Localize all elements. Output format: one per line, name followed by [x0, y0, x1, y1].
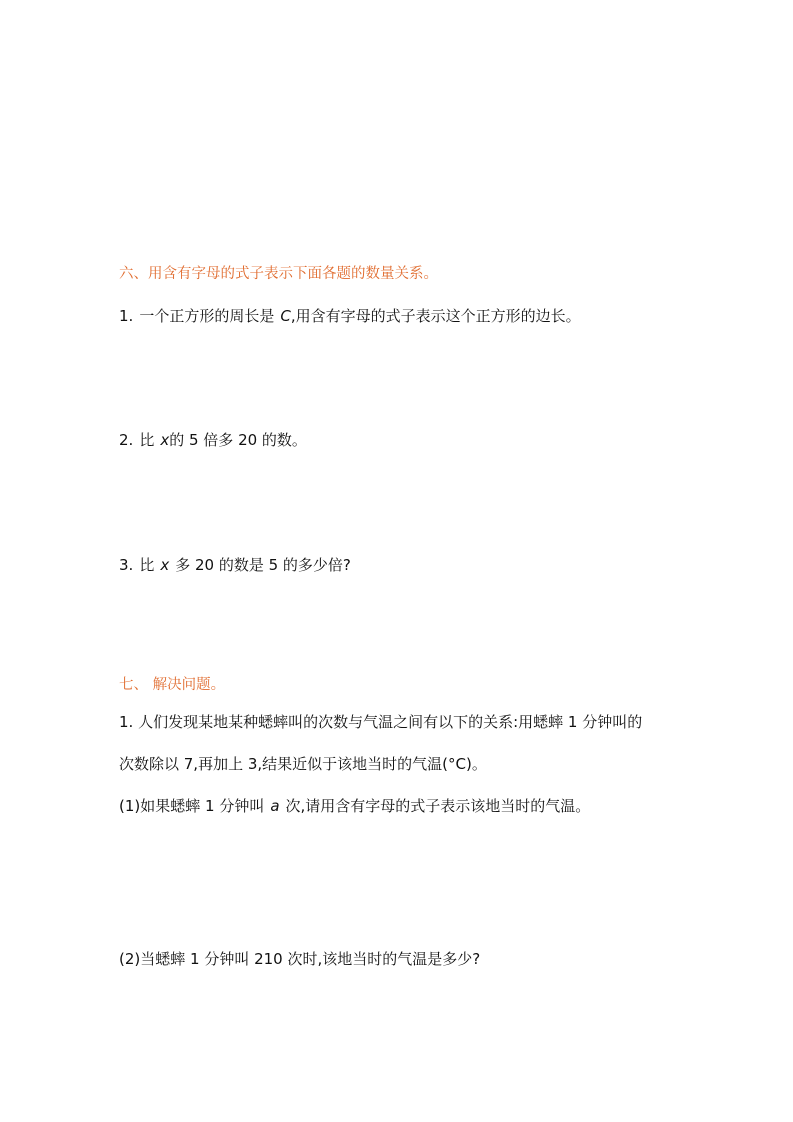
question-number: 2.: [119, 431, 134, 449]
question-number: 3.: [119, 556, 134, 574]
sub-question-text-before: (1)如果蟋蟀 1 分钟叫: [119, 797, 265, 815]
question-text-after: ,用含有字母的式子表示这个正方形的边长。: [290, 307, 581, 325]
section-6-title: 六、用含有字母的式子表示下面各题的数量关系。: [119, 266, 438, 282]
question-7-1-line-2: 次数除以 7,再加上 3,结果近似于该地当时的气温(°C)。: [119, 755, 487, 773]
variable-a: a: [270, 797, 280, 815]
question-6-2: [119, 430, 307, 450]
question-7-1-sub-2: (2)当蟋蟀 1 分钟叫 210 次时,该地当时的气温是多少?: [119, 950, 481, 968]
variable-x: x: [160, 556, 170, 574]
sub-question-text-after: 次,请用含有字母的式子表示该地当时的气温。: [285, 797, 591, 815]
variable-c: C: [280, 307, 291, 325]
question-number: 1.: [119, 307, 134, 325]
question-7-1-line-1: 1. 人们发现某地某种蟋蟀叫的次数与气温之间有以下的关系:用蟋蟀 1 分钟叫的: [119, 713, 643, 731]
question-6-1: [119, 306, 581, 326]
question-text-after: 多 20 的数是 5 的多少倍?: [175, 556, 351, 574]
section-7-title: 七、 解决问题。: [119, 677, 226, 693]
question-text-after: 的 5 倍多 20 的数。: [169, 431, 307, 449]
question-text-before: 一个正方形的周长是: [139, 307, 275, 325]
variable-x: x: [160, 431, 170, 449]
question-text-before: 比: [139, 431, 155, 449]
question-7-1-sub-1: [119, 796, 590, 816]
question-6-3: [119, 555, 351, 575]
question-text-before: 比: [139, 556, 155, 574]
